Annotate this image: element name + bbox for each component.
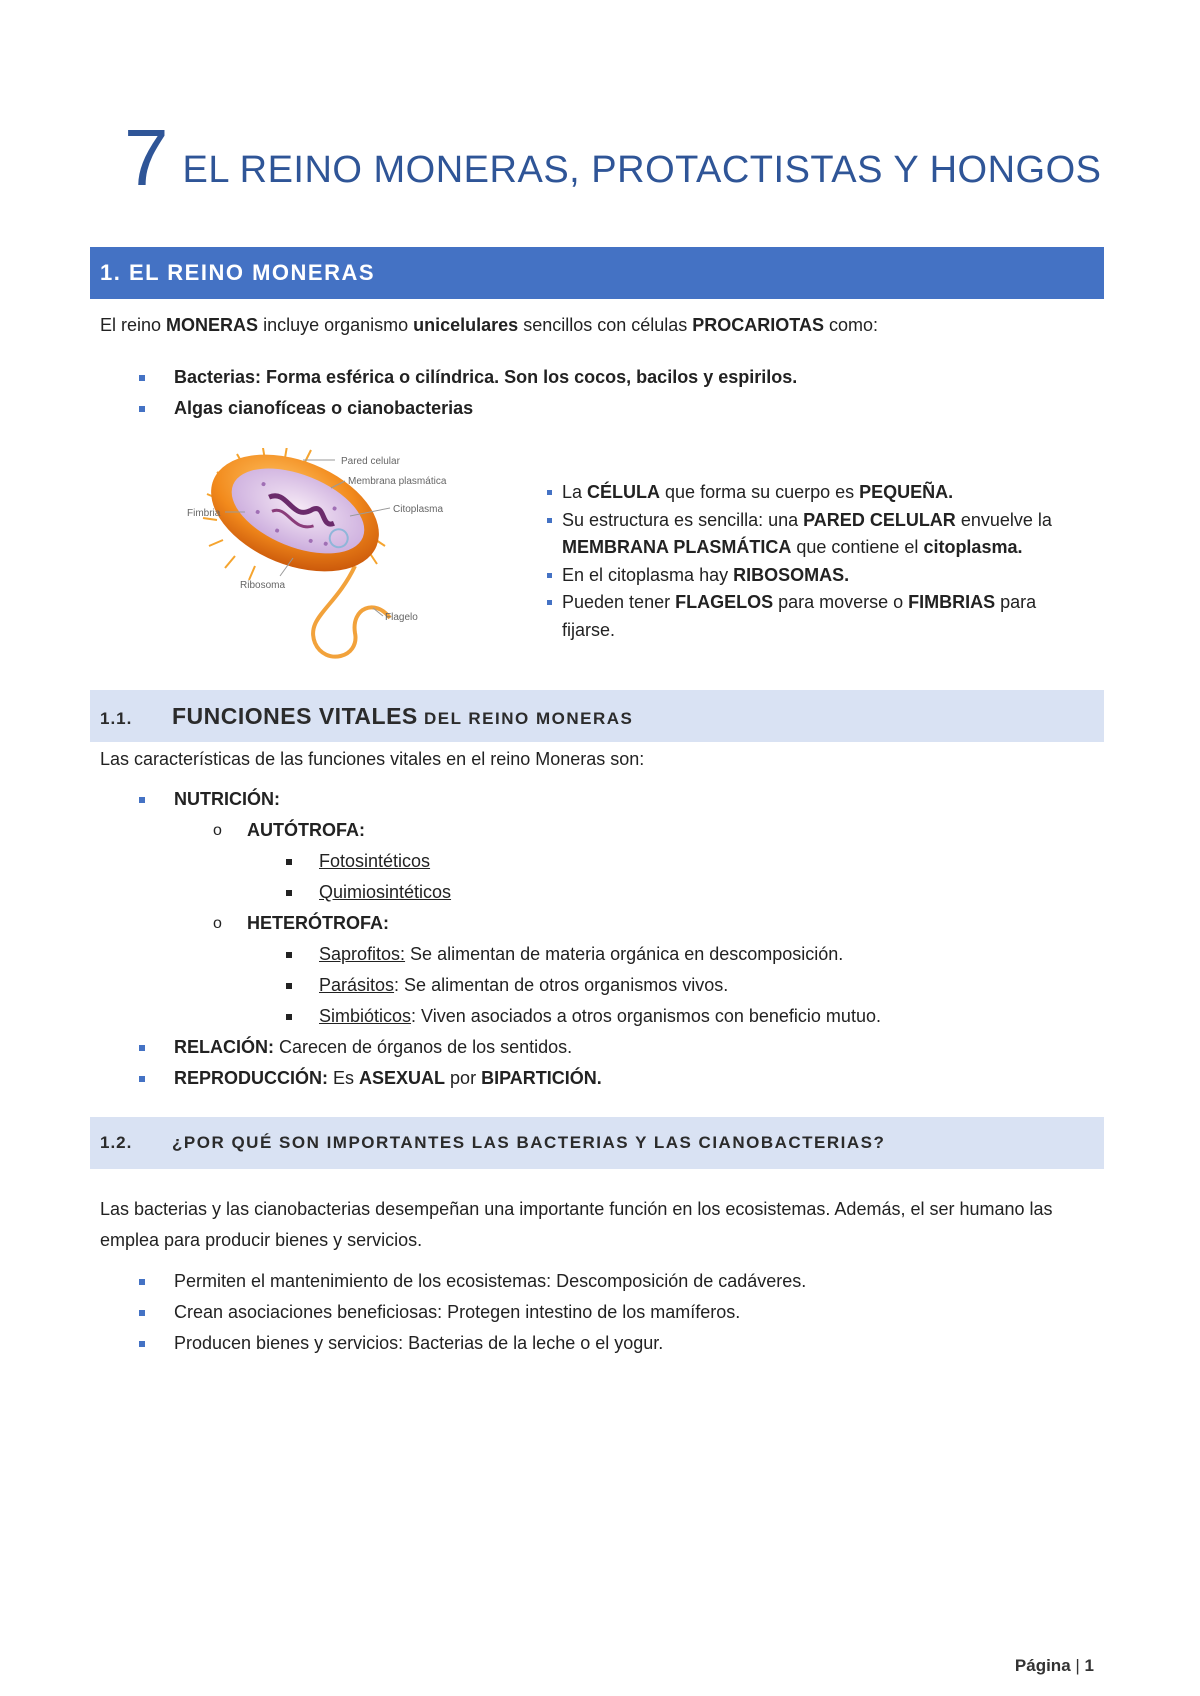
page-number: 1 xyxy=(1084,1656,1094,1675)
page-label: Página xyxy=(1014,1656,1071,1675)
label-pared-celular: Pared celular xyxy=(341,456,400,467)
section-1-2-header: 1.2. ¿POR QUÉ SON IMPORTANTES LAS BACTERIAS Y LAS CIANOBACTERIAS? xyxy=(90,1117,1104,1169)
list-item: Pueden tener FLAGELOS para moverse o FIMBRIAS para fijarse. xyxy=(545,589,1085,644)
section-1-1-intro: Las características de las funciones vitales en el reino Moneras son: xyxy=(100,749,645,769)
label-membrana: Membrana plasmática xyxy=(348,476,447,487)
section-1-intro: El reino MONERAS incluye organismo unicelulares sencillos con células PROCARIOTAS como: xyxy=(100,315,878,335)
label-citoplasma: Citoplasma xyxy=(393,504,444,515)
page-footer xyxy=(1015,1656,1094,1676)
page-separator: | xyxy=(1070,1656,1085,1675)
label-flagelo: Flagelo xyxy=(385,612,418,623)
list-item: En el citoplasma hay RIBOSOMAS. xyxy=(545,562,1085,590)
label-ribosoma: Ribosoma xyxy=(240,580,286,591)
page: 7 EL REINO MONERAS, PROTACTISTAS Y HONGOS 1. EL REINO MONERAS El reino MONERAS incluye organismo unicelulares sencillos con células PROCARIOTAS como: Bacterias: Forma esférica o cilíndrica. Son los cocos, bacilos y espirilos. Algas cianofíceas o cianobacterias Pared celular Membrana plasmática Citoplasma Fimbria Ribosoma Flagelo La CÉLULA que forma su cuerpo es PEQUEÑA. Su estructura es sencilla: una PARED CELULAR envuelve la MEMBRANA PLASMÁTICA que contiene el citoplasma. En el citoplasma hay RIBOSOMAS. Pueden tener FLAGELOS para moverse o FIMBRIAS para fijarse. 1.1. FUNCIONES VITALES DEL REINO MONERAS Las características de las funciones vitales en el reino Moneras son: NUTRICIÓN: o AUTÓTROFA: Fotosintéticos Quimiosintéticos o HETERÓTROFA: Saprofitos: Se alimentan de materia orgánica en descomposición. Parásitos: Se alimentan de otros organismos vivos. Simbióticos: Viven asociados a otros organismos con beneficio mutuo. RELACIÓN: Carecen de órganos de los sentidos. REPRODUCCIÓN: Es ASEXUAL por BIPARTICIÓN. 1.2. ¿POR QUÉ SON IMPORTANTES LAS BACTERIAS Y LAS CIANOBACTERIAS? Las bacterias y las cianobacterias desempeñan una importante función en los ecosistemas. Además, el ser humano las emplea para producir bienes y servicios. Permiten el mantenimiento de los ecosistemas: Descomposición de cadáveres. Crean asociaciones beneficiosas: Protegen intestino de los mamíferos. Producen bienes y servicios: Bacterias de la leche o el yogur. Página | 1 xyxy=(0,0,1200,1696)
label-fimbria: Fimbria xyxy=(187,508,221,519)
chapter-title xyxy=(124,113,1102,202)
list-item: Su estructura es sencilla: una PARED CELULAR envuelve la MEMBRANA PLASMÁTICA que contiene el citoplasma. xyxy=(545,507,1085,562)
section-1-1-header: 1.1. FUNCIONES VITALES DEL REINO MONERAS xyxy=(90,690,1104,742)
cell-features-list xyxy=(545,479,1085,644)
chapter-title-text: EL REINO MONERAS, PROTACTISTAS Y HONGOS xyxy=(182,149,1102,191)
chapter-number: 7 xyxy=(124,113,169,202)
bacteria-diagram xyxy=(185,448,505,670)
list-item: La CÉLULA que forma su cuerpo es PEQUEÑA. xyxy=(545,479,1085,507)
section-1-header: 1. EL REINO MONERAS xyxy=(90,247,1104,299)
section-1-2-intro: Las bacterias y las cianobacterias desempeñan una importante función en los ecosistemas. Además, el ser humano las emplea para producir bienes y servicios. xyxy=(100,1199,1053,1250)
